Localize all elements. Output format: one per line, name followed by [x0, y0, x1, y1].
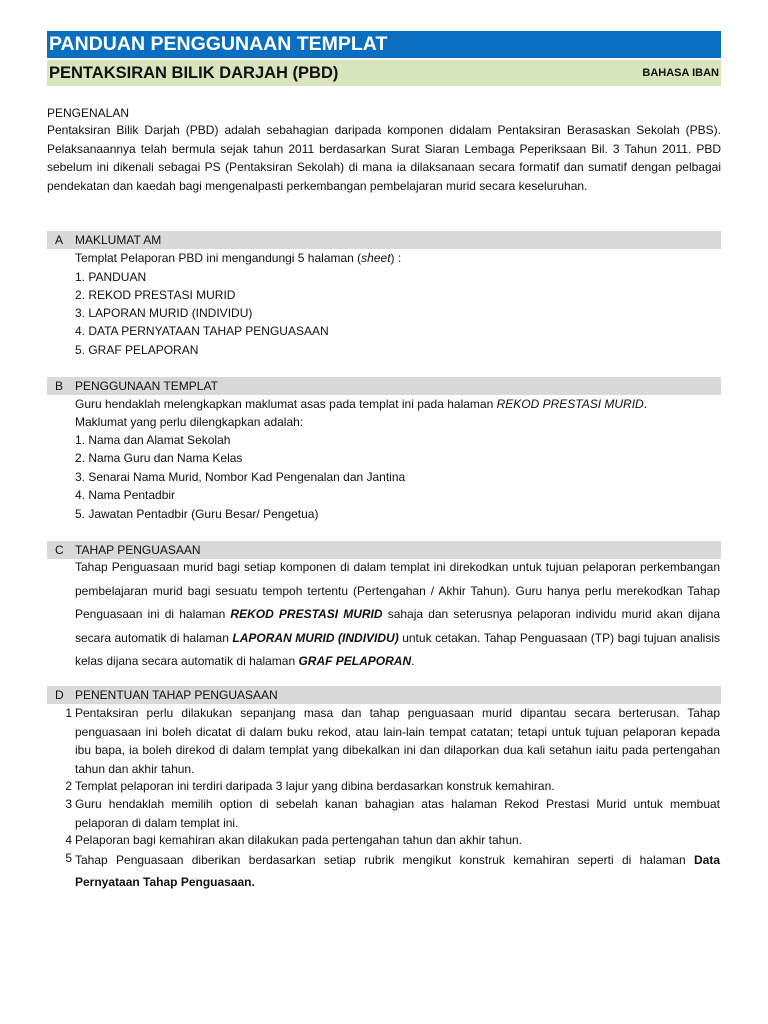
section-c-letter: C	[55, 543, 64, 557]
section-b-item: 2. Nama Guru dan Nama Kelas	[75, 451, 243, 465]
section-a-lead-italic: sheet	[361, 251, 391, 265]
section-d-item-text: Guru hendaklah memilih option di sebelah kanan bahagian atas halaman Rekod Prestasi Murid untuk membuat pelaporan di dalam templat ini.	[75, 797, 720, 830]
section-b-item: 5. Jawatan Pentadbir (Guru Besar/ Pengetua)	[75, 507, 319, 521]
intro-text: Pentaksiran Bilik Darjah (PBD) adalah sebahagian daripada komponen didalam Pentaksiran Berasaskan Sekolah (PBS). Pelaksanaannya telah bermula sejak tahun 2011 berdasarkan Surat Siaran Lembaga Peperiksaan Bil. 3 Tahun 2011. PBD sebelum ini dikenali sebagai PS (Pentaksiran Sekolah) di mana ia dilaksanaan secara formatif dan sumatif dengan pelbagai pendekatan dan kaedah bagi mengenalpasti perkembangan pembelajaran murid secara keseluruhan.	[47, 123, 721, 193]
section-b-lead-italic: REKOD PRESTASI MURID	[496, 397, 644, 411]
section-a-item: 4. DATA PERNYATAAN TAHAP PENGUASAAN	[75, 324, 329, 338]
section-a-item: 3. LAPORAN MURID (INDIVIDU)	[75, 306, 253, 320]
document-title: PANDUAN PENGGUNAAN TEMPLAT	[49, 33, 388, 55]
section-b-lead-end: .	[643, 397, 648, 411]
section-b-lead-text: Guru hendaklah melengkapkan maklumat asas pada templat ini pada halaman	[75, 397, 497, 411]
section-d-item-5-text: Tahap Penguasaan diberikan berdasarkan setiap rubrik mengikut konstruk kemahiran seperti di halaman	[75, 853, 694, 867]
section-c-text: untuk cetakan. Tahap Penguasaan (TP) bagi tujuan analisis kelas dijana secara automatik di halaman	[75, 630, 720, 668]
section-d-header	[47, 686, 721, 704]
section-c-paragraph	[75, 556, 720, 674]
section-d-item-number: 2	[65, 779, 72, 793]
section-d-item-5-bold: Data Pernyataan Tahap Penguasaan.	[75, 853, 720, 889]
section-d-title: PENENTUAN TAHAP PENGUASAAN	[75, 688, 278, 702]
section-d-item-text: Pelaporan bagi kemahiran akan dilakukan pada pertengahan tahun dan akhir tahun.	[75, 833, 522, 847]
document-title-bar	[47, 31, 721, 58]
section-c-emphasis: GRAF PELAPORAN	[298, 654, 412, 668]
document-subtitle-bar	[47, 60, 721, 86]
section-c-emphasis: LAPORAN MURID (INDIVIDU)	[232, 630, 399, 645]
section-a-lead-end: ) :	[390, 251, 402, 265]
section-c-text: .	[411, 654, 415, 668]
section-b-header	[47, 377, 721, 395]
section-d-item-number: 1	[65, 706, 72, 720]
section-d-letter: D	[55, 688, 64, 702]
section-b-letter: B	[55, 379, 64, 393]
intro-heading: PENGENALAN	[47, 106, 130, 120]
section-a-item: 2. REKOD PRESTASI MURID	[75, 288, 236, 302]
section-d-item-number: 3	[65, 797, 72, 811]
section-b-lead2: Maklumat yang perlu dilengkapkan adalah:	[75, 415, 304, 429]
section-a-item: 1. PANDUAN	[75, 270, 147, 284]
section-b-item: 4. Nama Pentadbir	[75, 488, 176, 502]
section-d-item-text	[75, 849, 720, 893]
section-b-title: PENGGUNAAN TEMPLAT	[75, 379, 218, 393]
section-c-emphasis: REKOD PRESTASI MURID	[230, 607, 383, 621]
section-c-text: Tahap Penguasaan murid bagi setiap komponen di dalam templat ini direkodkan untuk tujuan pelaporan perkembangan pembelajaran murid bagi sesuatu tempoh tertentu (Pertengahan / Akhir Tahun). Guru hanya perlu merekodkan Tahap Penguasaan ini di halaman	[75, 560, 720, 621]
section-b-lead	[75, 395, 647, 413]
section-b-item: 1. Nama dan Alamat Sekolah	[75, 433, 231, 447]
section-d-item-number: 5	[65, 851, 72, 865]
section-b-item: 3. Senarai Nama Murid, Nombor Kad Pengenalan dan Jantina	[75, 470, 406, 484]
section-c-title: TAHAP PENGUASAAN	[75, 543, 201, 557]
section-d-item-number: 4	[65, 833, 72, 847]
section-a-lead	[75, 249, 401, 267]
section-d-item-text: Pentaksiran perlu dilakukan sepanjang masa dan tahap penguasaan murid dipantau secara berterusan. Tahap penguasaan ini boleh dicatat di dalam buku rekod, atau lain-lain tempat catatan; tetapi untuk tujuan pelaporan kepada ibu bapa, ia boleh direkod di dalam templat yang dibekalkan ini dan dilaporkan dua kali setahun iaitu pada pertengahan tahun dan akhir tahun.	[75, 706, 720, 776]
language-label: BAHASA IBAN	[642, 67, 719, 79]
document-subtitle: PENTAKSIRAN BILIK DARJAH (PBD)	[49, 63, 339, 82]
section-a-item: 5. GRAF PELAPORAN	[75, 343, 199, 357]
section-a-header	[47, 231, 721, 249]
section-a-title: MAKLUMAT AM	[75, 233, 162, 247]
section-c-text: sahaja dan seterusnya pelaporan individu murid akan dijana secara automatik di halaman	[75, 607, 721, 645]
section-a-letter: A	[55, 233, 64, 247]
section-d-item-text: Templat pelaporan ini terdiri daripada 3 lajur yang dibina berdasarkan konstruk kemahiran.	[75, 779, 555, 793]
section-a-lead-text: Templat Pelaporan PBD ini mengandungi 5 halaman (	[75, 251, 362, 265]
